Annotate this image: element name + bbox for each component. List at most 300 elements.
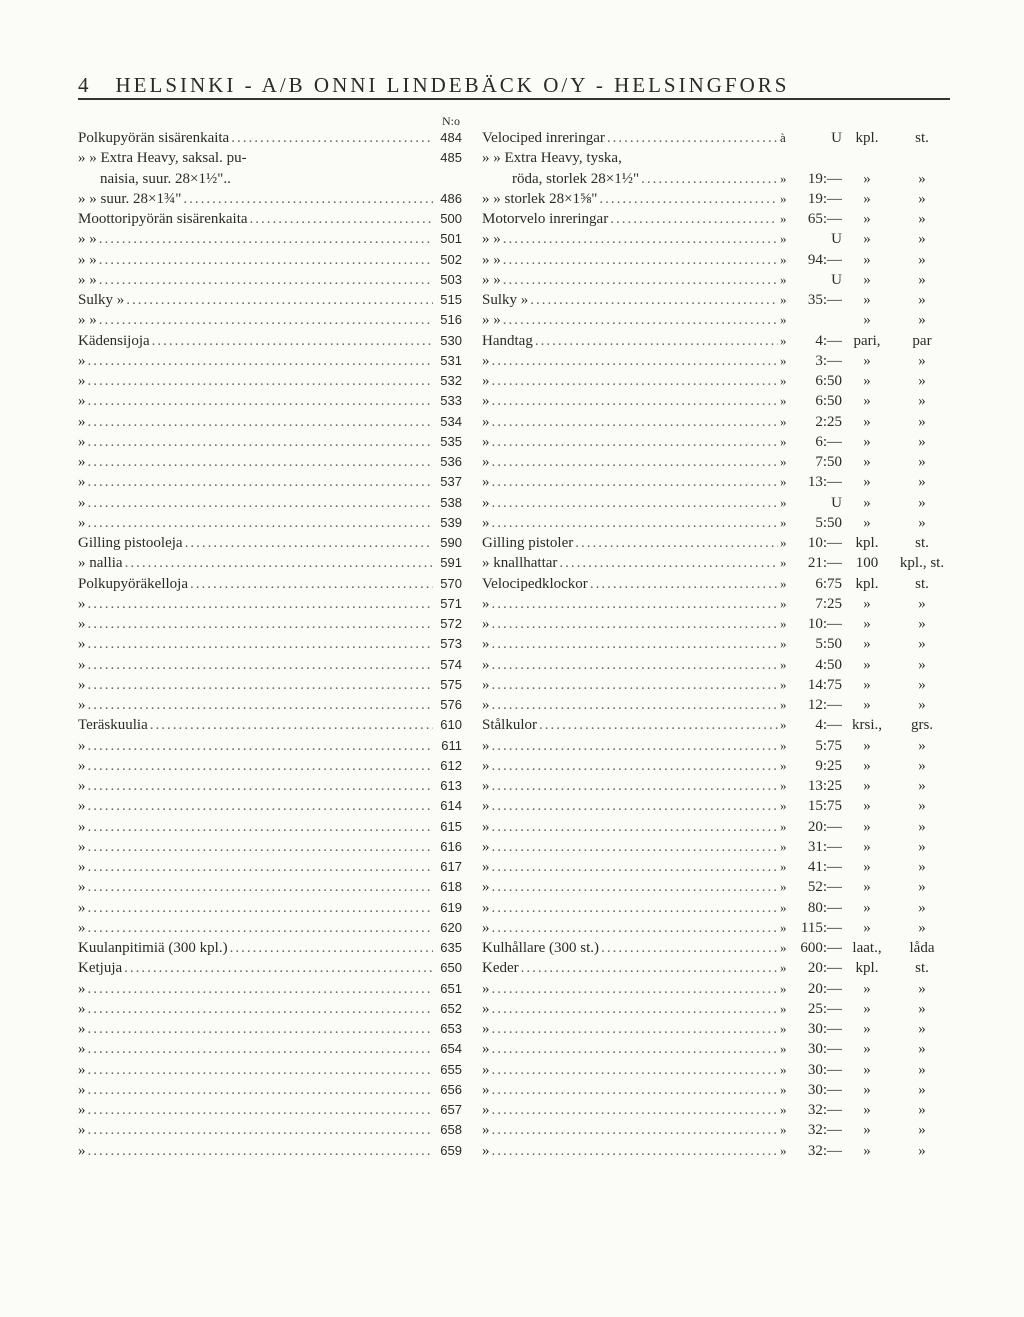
finnish-description [78, 128, 435, 148]
ditto-mark: » [780, 535, 787, 550]
unit-swedish: » [918, 292, 926, 308]
finnish-description [78, 1019, 435, 1039]
finnish-description [78, 1080, 435, 1100]
unit-swedish: » [918, 1142, 926, 1159]
item-number: 570 [440, 575, 462, 591]
finnish-text: » [78, 899, 86, 916]
item-number: 611 [441, 737, 462, 753]
swedish-description [482, 128, 788, 148]
dot-leader [88, 776, 434, 796]
dot-leader [590, 574, 778, 594]
finnish-description [78, 594, 435, 614]
item-number: 635 [440, 940, 462, 955]
dot-leader [88, 594, 434, 614]
price: 94:— [807, 251, 842, 268]
unit-finnish: » [863, 899, 871, 916]
item-number: 532 [440, 373, 462, 388]
price-row [78, 796, 958, 816]
unit-finnish: » [863, 636, 871, 653]
ditto-mark: » [780, 1081, 787, 1097]
swedish-text: » [482, 474, 490, 491]
dot-leader [230, 938, 433, 958]
swedish-text: » [482, 737, 490, 754]
swedish-description [482, 270, 788, 290]
finnish-description [78, 432, 435, 452]
unit-finnish: » [863, 1000, 871, 1017]
swedish-text: Kulhållare (300 st.) [482, 940, 600, 956]
ditto-mark: » [780, 170, 787, 186]
dot-leader [492, 695, 779, 715]
price-row [78, 270, 958, 290]
dot-leader [601, 938, 778, 958]
price-row [78, 1141, 958, 1161]
unit-swedish: låda [909, 940, 935, 956]
ditto-mark: » [780, 595, 787, 611]
dot-leader [492, 776, 779, 796]
unit-finnish: krsi., [852, 717, 882, 734]
unit-swedish: » [918, 1081, 926, 1098]
swedish-description [482, 391, 788, 411]
ditto-mark: » [780, 454, 787, 469]
swedish-text: » [482, 757, 490, 774]
item-number: 501 [440, 231, 462, 247]
unit-finnish: » [863, 859, 871, 875]
unit-finnish: kpl. [855, 575, 879, 592]
price-row [78, 776, 958, 796]
unit-finnish: » [863, 413, 871, 430]
unit-swedish: » [918, 656, 926, 673]
item-number: 657 [440, 1102, 462, 1117]
unit-finnish: » [863, 211, 871, 227]
unit-swedish: » [918, 231, 926, 248]
dot-leader [88, 857, 434, 877]
price: 2:25 [815, 413, 842, 430]
unit-finnish: » [863, 757, 871, 774]
finnish-text: » [78, 636, 86, 653]
dot-leader [492, 999, 779, 1019]
price: 13:25 [807, 778, 842, 794]
swedish-text: » [482, 818, 490, 835]
swedish-description [482, 533, 788, 553]
swedish-description [482, 918, 788, 938]
dot-leader [150, 715, 433, 735]
swedish-text: » [482, 1061, 490, 1078]
finnish-text: » [78, 1102, 86, 1118]
unit-finnish: » [863, 271, 871, 288]
item-number: 613 [440, 778, 462, 793]
dot-leader [88, 1019, 434, 1039]
unit-finnish: » [863, 1041, 871, 1058]
item-number: 614 [440, 798, 462, 814]
finnish-description [78, 148, 435, 168]
dot-leader [521, 958, 778, 978]
finnish-description [78, 918, 435, 938]
price-row [78, 877, 958, 897]
item-number: 617 [440, 859, 462, 874]
price: 15:75 [807, 798, 842, 815]
price-row [78, 1080, 958, 1100]
finnish-description [78, 310, 435, 330]
swedish-text: » [482, 697, 490, 713]
item-number: 656 [440, 1081, 462, 1097]
unit-finnish: » [863, 737, 871, 754]
ditto-mark: » [780, 980, 787, 996]
unit-swedish: » [918, 1061, 926, 1078]
unit-swedish: » [918, 798, 926, 815]
unit-swedish: » [918, 919, 926, 936]
price-row [78, 655, 958, 675]
dot-leader [88, 351, 434, 371]
finnish-description [78, 553, 435, 573]
swedish-text: » [482, 514, 490, 531]
dot-leader [492, 877, 779, 897]
swedish-text: » » [482, 271, 501, 288]
finnish-description [78, 1039, 435, 1059]
finnish-text: Moottoripyörän sisärenkaita [78, 211, 248, 227]
dot-leader [492, 796, 779, 816]
price-row [78, 250, 958, 270]
swedish-description [482, 736, 788, 756]
ditto-mark: » [780, 393, 787, 409]
unit-swedish: » [918, 757, 926, 774]
dot-leader [88, 1141, 434, 1161]
swedish-description [482, 979, 788, 999]
swedish-text: Handtag [482, 332, 533, 349]
item-number: 651 [440, 980, 462, 996]
unit-finnish: pari, [853, 332, 881, 349]
swedish-description [482, 756, 788, 776]
unit-finnish: laat., [852, 940, 882, 956]
price-row [78, 1019, 958, 1039]
ditto-mark: » [780, 676, 787, 692]
price: 14:75 [807, 676, 842, 693]
price: 30:— [807, 1061, 842, 1078]
dot-leader [250, 209, 433, 229]
ditto-mark: » [780, 332, 787, 348]
finnish-description [78, 756, 435, 776]
swedish-description [482, 999, 788, 1019]
price-row [78, 128, 958, 148]
price: U [831, 494, 842, 511]
unit-swedish: » [918, 737, 926, 754]
swedish-text: » [482, 1000, 490, 1017]
dot-leader [88, 513, 434, 533]
swedish-description [482, 209, 788, 229]
swedish-description [482, 412, 788, 432]
dot-leader [535, 331, 778, 351]
dot-leader [492, 655, 779, 675]
price-row [78, 148, 958, 168]
finnish-description [78, 574, 435, 594]
finnish-text: » [78, 454, 86, 470]
swedish-text: » [482, 1021, 490, 1037]
swedish-description [482, 513, 788, 533]
swedish-description [482, 1060, 788, 1080]
item-number: 654 [440, 1041, 462, 1057]
price: 4:— [815, 332, 842, 349]
ditto-mark: à [780, 130, 786, 145]
unit-swedish: » [918, 251, 926, 268]
unit-finnish: » [863, 919, 871, 936]
price-row [78, 310, 958, 330]
swedish-text: » [482, 494, 490, 511]
price: 21:— [807, 555, 842, 572]
swedish-description [482, 553, 788, 573]
finnish-description [78, 796, 435, 816]
item-number: 537 [440, 474, 462, 490]
swedish-text: » [482, 676, 490, 693]
item-number: 572 [440, 616, 462, 631]
finnish-text: » [78, 697, 86, 713]
price: 3:— [815, 352, 842, 369]
swedish-text: » » [482, 312, 501, 329]
price: U [831, 231, 842, 248]
unit-swedish: par [912, 332, 932, 349]
unit-finnish: » [863, 676, 871, 693]
unit-finnish: » [863, 1061, 871, 1078]
price-row [78, 331, 958, 351]
finnish-description [78, 169, 435, 189]
dot-leader [88, 371, 434, 391]
ditto-mark: » [780, 940, 787, 955]
unit-swedish: » [918, 899, 926, 916]
unit-finnish: » [863, 231, 871, 248]
finnish-text: » [78, 373, 86, 389]
page-number: 4 [78, 73, 90, 97]
swedish-text: Keder [482, 960, 519, 977]
item-number: 571 [440, 595, 462, 611]
ditto-mark: » [780, 352, 787, 368]
finnish-text: » [78, 1081, 86, 1098]
price-row [78, 290, 958, 310]
swedish-description [482, 1080, 788, 1100]
dot-leader [88, 1060, 434, 1080]
swedish-text: » [482, 656, 490, 673]
dot-leader [492, 634, 779, 654]
finnish-text: » [78, 1061, 86, 1078]
dot-leader [88, 634, 434, 654]
finnish-description [78, 898, 435, 918]
swedish-text: Stålkulor [482, 717, 537, 734]
unit-swedish: » [918, 494, 926, 511]
finnish-text: » [78, 413, 86, 430]
finnish-text: Kuulanpitimiä (300 kpl.) [78, 940, 228, 956]
swedish-description [482, 331, 788, 351]
page-header [78, 62, 950, 100]
unit-swedish: » [918, 636, 926, 653]
unit-finnish: » [863, 616, 871, 632]
finnish-description [78, 513, 435, 533]
finnish-description [78, 371, 435, 391]
item-number: 652 [440, 1000, 462, 1016]
dot-leader [492, 371, 779, 391]
ditto-mark: » [780, 859, 787, 874]
price-row [78, 634, 958, 654]
unit-swedish: » [918, 676, 926, 693]
price-row [78, 391, 958, 411]
price-row [78, 169, 958, 189]
dot-leader [88, 695, 434, 715]
unit-finnish: » [863, 1122, 871, 1139]
unit-finnish: » [863, 879, 871, 896]
finnish-text: » [78, 656, 86, 673]
finnish-description [78, 776, 435, 796]
dot-leader [492, 412, 779, 432]
ditto-mark: » [780, 838, 787, 854]
price [790, 310, 842, 330]
unit-finnish: » [863, 292, 871, 308]
item-number: 539 [440, 514, 462, 530]
unit-swedish [896, 148, 948, 168]
dot-leader [610, 209, 778, 229]
dot-leader [539, 715, 778, 735]
ditto-mark: » [780, 474, 787, 490]
dot-leader [185, 533, 433, 553]
ditto-mark: » [780, 717, 787, 733]
finnish-description [78, 877, 435, 897]
price: 32:— [807, 1122, 842, 1139]
swedish-description [482, 452, 788, 472]
swedish-description [482, 574, 788, 594]
price-row [78, 756, 958, 776]
dot-leader [492, 351, 779, 371]
finnish-description [78, 675, 435, 695]
price: 25:— [807, 1000, 842, 1017]
finnish-text: » [78, 393, 86, 410]
dot-leader [492, 1039, 779, 1059]
swedish-text: Velociped inreringar [482, 130, 605, 146]
dot-leader [88, 452, 434, 472]
finnish-text: » [78, 474, 86, 491]
ditto-mark: » [780, 1061, 787, 1077]
swedish-description [482, 229, 788, 249]
item-number: 531 [440, 352, 462, 368]
swedish-text: » [482, 393, 490, 410]
finnish-description [78, 472, 435, 492]
swedish-text: » » Extra Heavy, tyska, [482, 150, 622, 167]
finnish-description [78, 270, 435, 290]
price: 32:— [807, 1142, 842, 1159]
finnish-text: » [78, 737, 86, 754]
swedish-text: » [482, 595, 490, 612]
unit-swedish: » [918, 170, 926, 187]
finnish-text: » nallia [78, 555, 123, 572]
price: 80:— [807, 899, 842, 916]
unit-finnish: » [863, 433, 871, 450]
finnish-text: Kädensijoja [78, 332, 150, 349]
finnish-description [78, 999, 435, 1019]
dot-leader [492, 857, 779, 877]
unit-finnish: » [863, 474, 871, 491]
finnish-text: » » [78, 251, 97, 268]
price-row [78, 229, 958, 249]
swedish-text: » [482, 1102, 490, 1118]
ditto-mark: » [780, 271, 787, 287]
dot-leader [152, 331, 433, 351]
unit-swedish: » [918, 1041, 926, 1058]
dot-leader [492, 756, 779, 776]
item-number: 653 [440, 1021, 462, 1036]
dot-leader [88, 837, 434, 857]
dot-leader [88, 472, 434, 492]
price-row [78, 472, 958, 492]
price: 4:50 [815, 656, 842, 673]
price-row [78, 452, 958, 472]
item-number: 486 [440, 190, 462, 206]
dot-leader [492, 513, 779, 533]
swedish-text: » [482, 778, 490, 794]
swedish-description [482, 310, 788, 330]
dot-leader [492, 493, 779, 513]
item-number: 591 [440, 555, 462, 571]
ditto-mark: » [780, 190, 787, 206]
dot-leader [99, 229, 433, 249]
unit-finnish: » [863, 251, 871, 268]
finnish-text: Polkupyöräkelloja [78, 575, 188, 592]
finnish-description [78, 533, 435, 553]
finnish-text: Polkupyörän sisärenkaita [78, 130, 230, 146]
swedish-text: » [482, 616, 490, 632]
swedish-description [482, 351, 788, 371]
item-number: 575 [440, 676, 462, 692]
dot-leader [492, 817, 779, 837]
swedish-description [482, 472, 788, 492]
dot-leader [492, 432, 779, 452]
swedish-description [482, 189, 788, 209]
ditto-mark: » [780, 879, 787, 895]
item-number: 503 [440, 271, 462, 287]
price-row [78, 513, 958, 533]
finnish-text: » [78, 494, 86, 511]
dot-leader [492, 452, 779, 472]
ditto-mark: » [780, 899, 787, 915]
ditto-mark: » [780, 1000, 787, 1016]
ditto-mark: » [780, 1142, 787, 1158]
swedish-description [482, 1120, 788, 1140]
finnish-description [78, 655, 435, 675]
ditto-mark: » [780, 818, 787, 834]
item-number: 516 [440, 312, 462, 328]
ditto-mark: » [780, 697, 787, 712]
unit-swedish: » [918, 879, 926, 896]
finnish-description [78, 1120, 435, 1140]
price: 20:— [807, 960, 842, 977]
unit-swedish: » [918, 514, 926, 531]
finnish-text: » » suur. 28×1¾" [78, 190, 182, 207]
price: 30:— [807, 1081, 842, 1098]
unit-swedish: » [918, 778, 926, 794]
price: U [831, 130, 842, 146]
finnish-text: » » Extra Heavy, saksal. pu- [78, 150, 247, 167]
item-number: 620 [440, 919, 462, 935]
finnish-description [78, 958, 435, 978]
unit-swedish: st. [915, 960, 929, 977]
finnish-description [78, 209, 435, 229]
price: 6:— [815, 433, 842, 450]
swedish-text: » [482, 980, 490, 997]
ditto-mark: » [780, 757, 787, 773]
unit-swedish: » [918, 838, 926, 855]
item-number: 573 [440, 636, 462, 652]
ditto-mark: » [780, 960, 787, 976]
finnish-text: naisia, suur. 28×1½".. [100, 170, 231, 187]
finnish-text: » [78, 757, 86, 774]
dot-leader [492, 918, 779, 938]
unit-finnish: » [863, 494, 871, 511]
ditto-mark: » [780, 616, 787, 631]
dot-leader [88, 614, 434, 634]
swedish-description [482, 634, 788, 654]
